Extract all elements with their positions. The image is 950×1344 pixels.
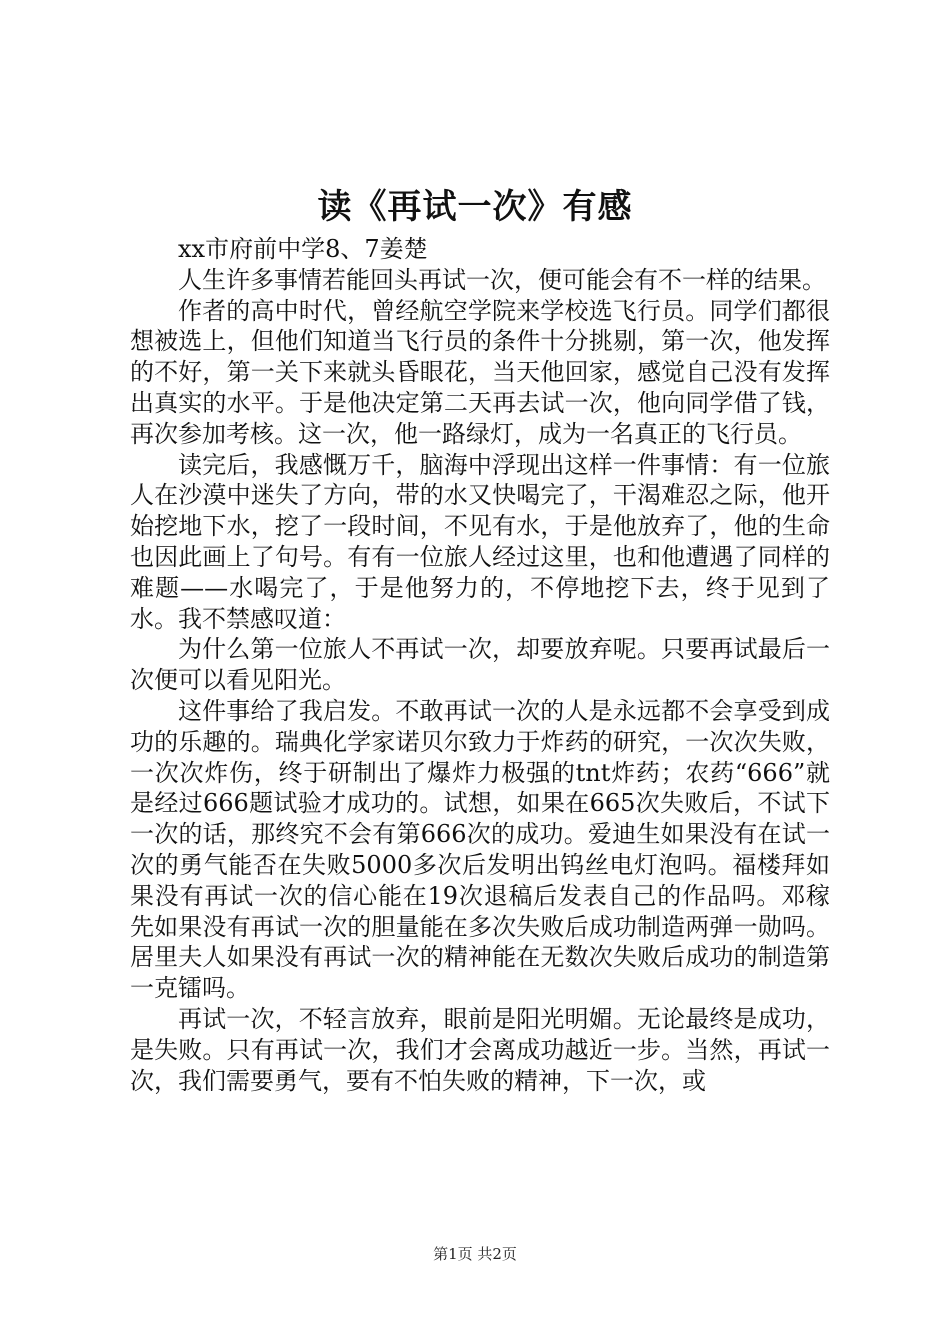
document-title: 读《再试一次》有感 xyxy=(317,187,633,227)
paragraph: 人生许多事情若能回头再试一次，便可能会有不一样的结果。 xyxy=(178,265,826,294)
document-body xyxy=(130,234,830,1096)
page-number-footer: 第1页 共2页 xyxy=(433,1245,517,1263)
paragraph: 为什么第一位旅人不再试一次，却要放弃呢。只要再试最后一次便可以看见阳光。 xyxy=(130,635,830,695)
paragraph: 读完后，我感慨万千，脑海中浮现出这样一件事情：有一位旅人在沙漠中迷失了方向，带的水又快喝完了，干渴难忍之际，他开始挖地下水，挖了一段时间，不见有水，于是他放弃了，他的生命也因此画上了句号。有有一位旅人经过这里，也和他遭遇了同样的难题——水喝完了，于是他努力的，不停地挖下去，终于见到了水。我不禁感叹道： xyxy=(130,450,830,633)
paragraph: 这件事给了我启发。不敢再试一次的人是永远都不会享受到成功的乐趣的。瑞典化学家诺贝尔致力于炸药的研究，一次次失败，一次次炸伤，终于研制出了爆炸力极强的tnt炸药；农药“666”就是经过666题试验才成功的。试想，如果在665次失败后，不试下一次的话，那终究不会有第666次的成功。爱迪生如果没有在试一次的勇气能否在失败5000多次后发明出钨丝电灯泡吗。福楼拜如果没有再试一次的信心能在19次退稿后发表自己的作品吗。邓稼先如果没有再试一次的胆量能在多次失败后成功制造两弹一勋吗。居里夫人如果没有再试一次的精神能在无数次失败后成功的制造第一克镭吗。 xyxy=(130,696,830,1003)
author-line: xx市府前中学8、7姜楚 xyxy=(178,235,428,263)
paragraph: 作者的高中时代，曾经航空学院来学校选飞行员。同学们都很想被选上，但他们知道当飞行员的条件十分挑剔，第一次，他发挥的不好，第一关下来就头昏眼花，当天他回家，感觉自己没有发挥出真实的水平。于是他决定第二天再去试一次，他向同学借了钱，再次参加考核。这一次，他一路绿灯，成为一名真正的飞行员。 xyxy=(130,296,830,448)
paragraph: 再试一次，不轻言放弃，眼前是阳光明媚。无论最终是成功，是失败。只有再试一次，我们才会离成功越近一步。当然，再试一次，我们需要勇气，要有不怕失败的精神，下一次，或 xyxy=(130,1004,830,1095)
